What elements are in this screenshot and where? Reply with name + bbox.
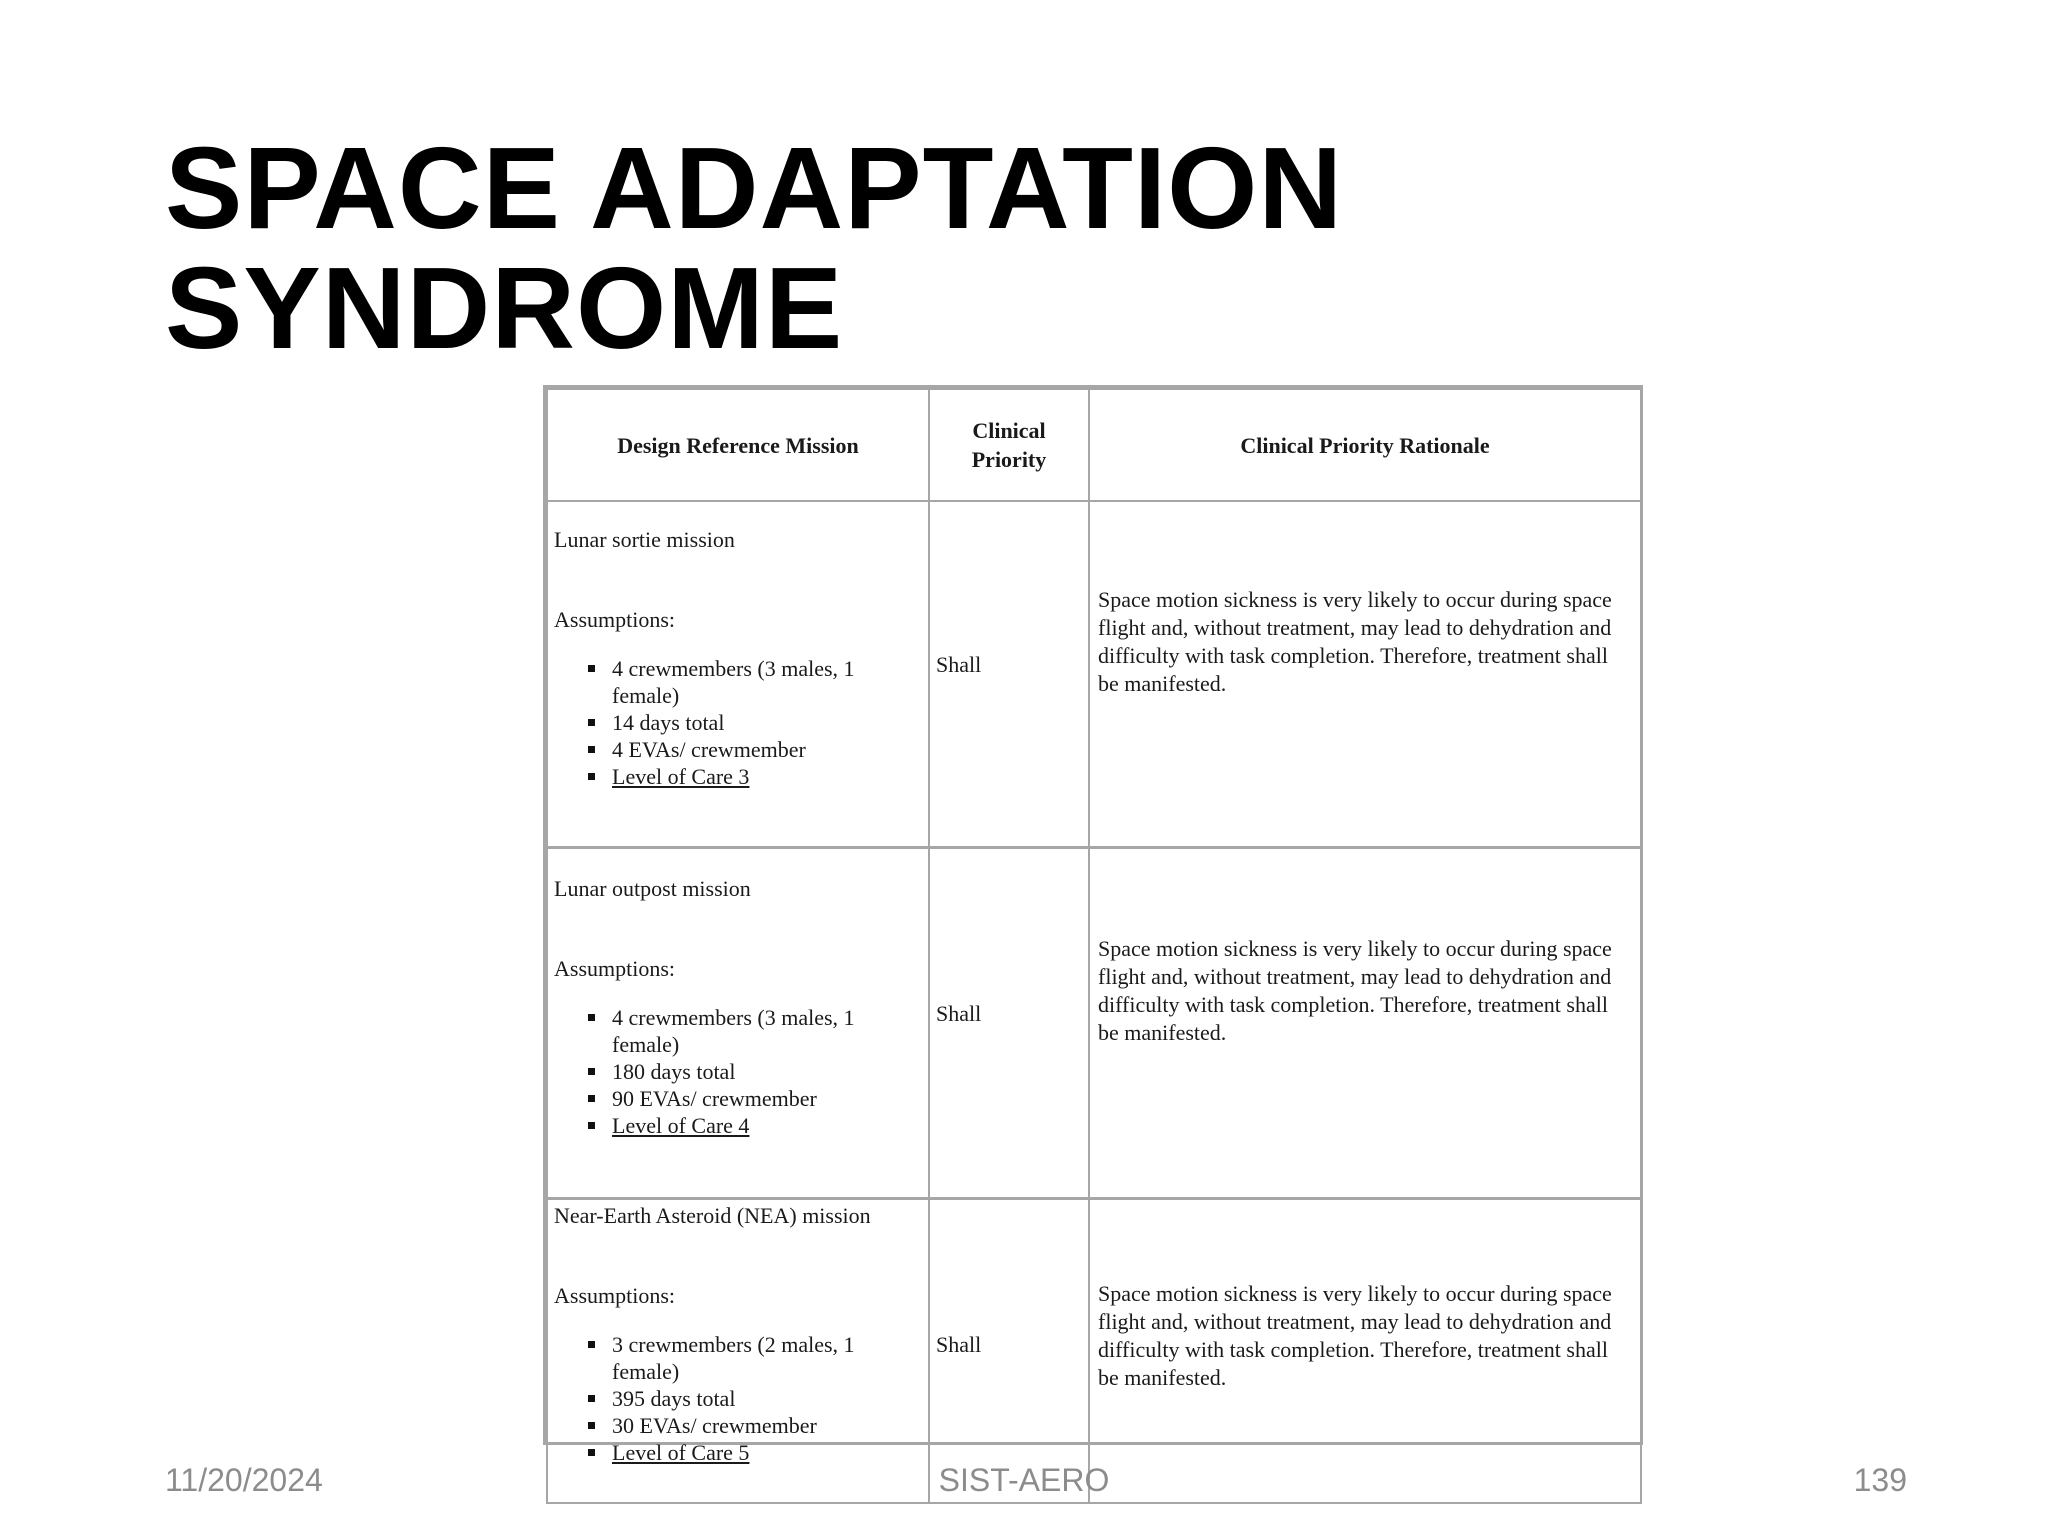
assumption-evas: 90 EVAs/ crewmember	[612, 1085, 922, 1112]
mission-name: Lunar outpost mission	[554, 876, 751, 901]
slide-number: 139	[1853, 1462, 1907, 1498]
table-row	[547, 848, 1641, 1199]
mission-cell	[547, 848, 929, 1199]
priority-cell	[929, 501, 1089, 848]
header-priority-line-1: Clinical	[972, 418, 1046, 443]
header-rationale: Clinical Priority Rationale	[1089, 389, 1641, 501]
priority-cell	[929, 848, 1089, 1199]
level-of-care-link[interactable]: Level of Care 3	[612, 764, 750, 789]
mission-cell	[547, 501, 929, 848]
table-row	[547, 501, 1641, 848]
header-priority-line-2: Priority	[971, 447, 1047, 472]
assumptions-label: Assumptions:	[554, 1283, 676, 1308]
rationale-text: Space motion sickness is very likely to occur during space flight and, without treatment, may lead to dehydration and difficulty with task completion. Therefore, treatment shall be manifested.	[1098, 935, 1612, 1045]
header-mission: Design Reference Mission	[547, 389, 929, 501]
level-of-care-link[interactable]: Level of Care 4	[612, 1113, 750, 1138]
slide-title-line-2: SYNDROME	[165, 243, 844, 373]
header-priority	[929, 389, 1089, 501]
mission-name: Near-Earth Asteroid (NEA) mission	[554, 1203, 871, 1228]
priority-cell	[929, 1199, 1089, 1504]
assumption-duration: 180 days total	[612, 1058, 922, 1085]
priority-value: Shall	[936, 1001, 982, 1026]
assumption-evas: 4 EVAs/ crewmember	[612, 736, 922, 763]
footer-center-label: SIST-AERO	[938, 1462, 1110, 1498]
rationale-cell	[1089, 1199, 1641, 1504]
rationale-text: Space motion sickness is very likely to occur during space flight and, without treatment, may lead to dehydration and difficulty with task completion. Therefore, treatment shall be manifested.	[1098, 1281, 1612, 1390]
table-row	[547, 1199, 1641, 1504]
assumption-crew: 3 crewmembers (2 males, 1 female)	[612, 1331, 922, 1385]
rationale-cell	[1089, 848, 1641, 1199]
assumptions-list	[554, 1004, 922, 1139]
table-header-row	[547, 389, 1641, 501]
assumption-level-of-care	[612, 1112, 922, 1139]
rationale-text: Space motion sickness is very likely to occur during space flight and, without treatment, may lead to dehydration and difficulty with task completion. Therefore, treatment shall be manifested.	[1098, 586, 1612, 696]
assumption-duration: 395 days total	[612, 1385, 922, 1412]
mission-name: Lunar sortie mission	[554, 527, 735, 552]
assumptions-label: Assumptions:	[554, 607, 676, 632]
assumption-level-of-care	[612, 763, 922, 790]
slide-title	[165, 123, 1344, 373]
priority-value: Shall	[936, 652, 982, 677]
assumptions-list	[554, 1331, 922, 1466]
mission-table	[546, 388, 1642, 1504]
assumption-evas: 30 EVAs/ crewmember	[612, 1412, 922, 1439]
rationale-cell	[1089, 501, 1641, 848]
assumption-crew: 4 crewmembers (3 males, 1 female)	[612, 655, 922, 709]
assumption-crew: 4 crewmembers (3 males, 1 female)	[612, 1004, 922, 1058]
mission-table-frame	[543, 385, 1643, 1465]
assumptions-label: Assumptions:	[554, 956, 676, 981]
assumptions-list	[554, 655, 922, 790]
level-of-care-link[interactable]: Level of Care 5	[612, 1440, 750, 1465]
priority-value: Shall	[936, 1332, 982, 1357]
footer-date: 11/20/2024	[165, 1462, 323, 1498]
slide-title-line-1: SPACE ADAPTATION	[165, 123, 1344, 253]
mission-cell	[547, 1199, 929, 1504]
assumption-duration: 14 days total	[612, 709, 922, 736]
